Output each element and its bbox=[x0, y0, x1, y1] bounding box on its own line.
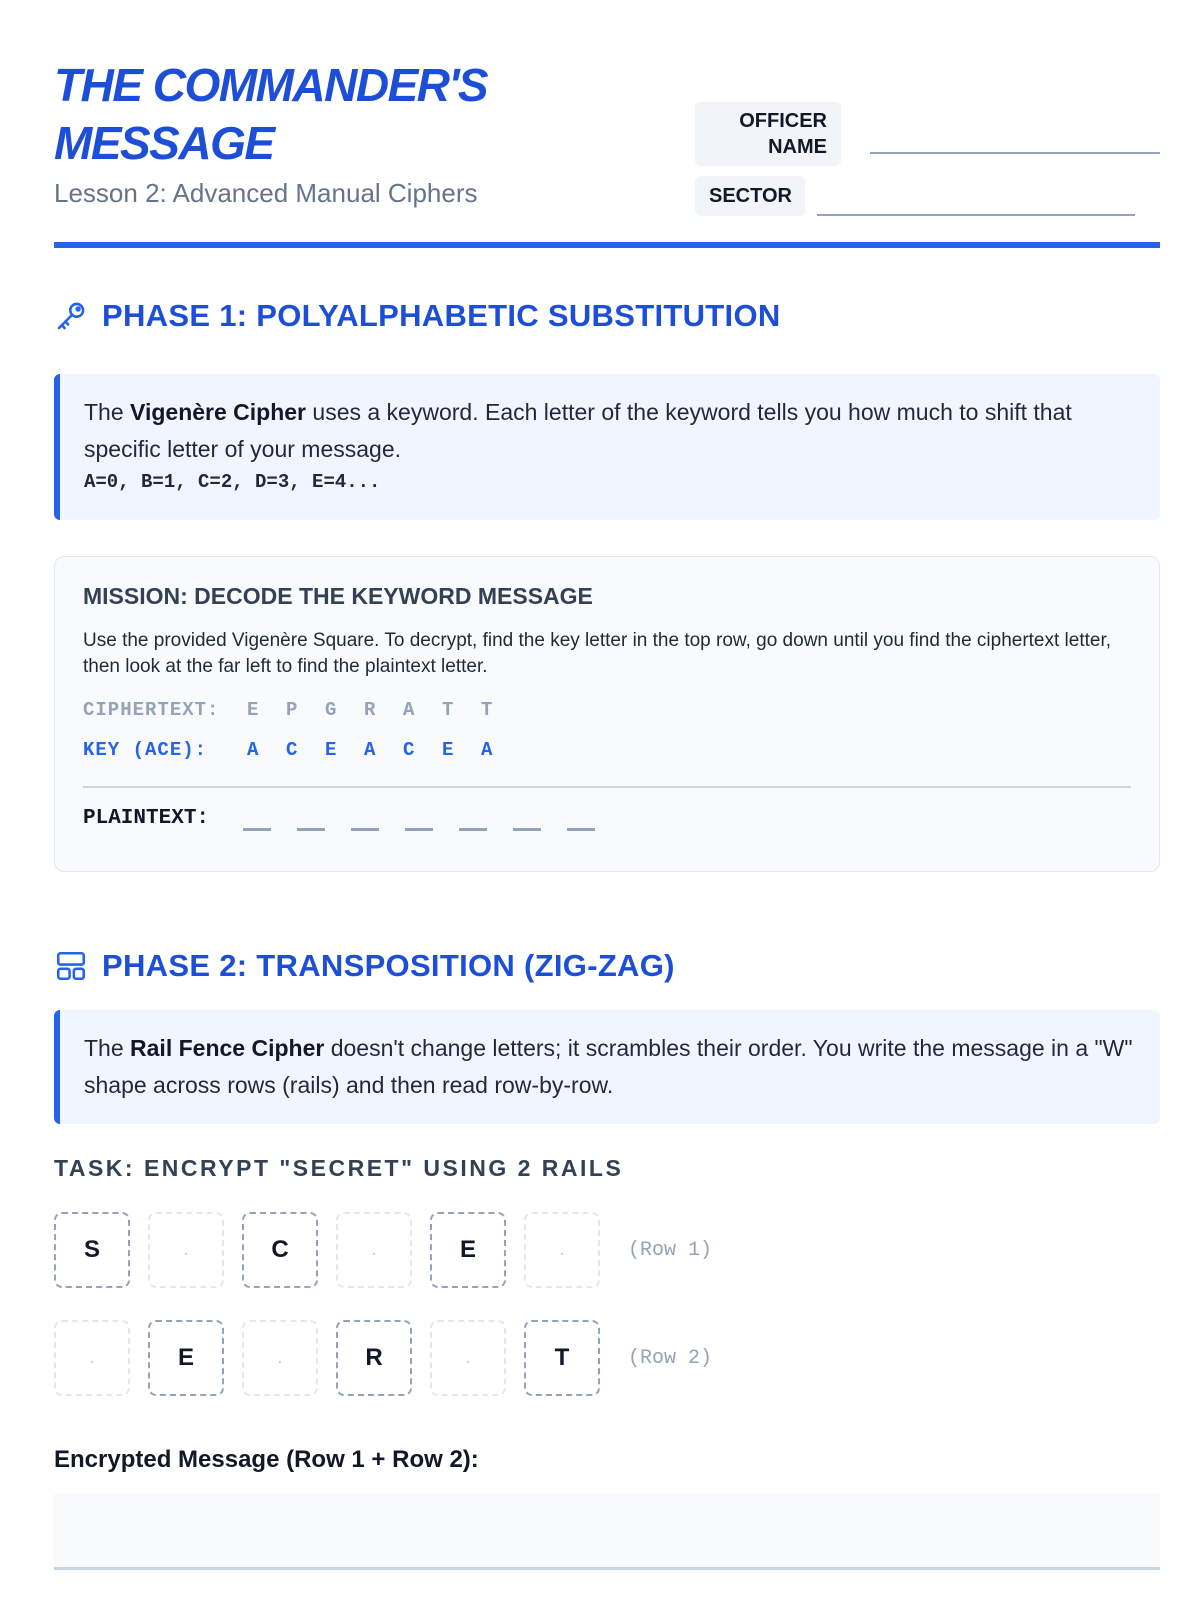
title-line-1: THE COMMANDER'S bbox=[54, 59, 488, 111]
callout-text: uses a keyword. Each letter of the keyword tells you how much to shift that specific letter of your message. bbox=[84, 399, 1072, 462]
shift-values-code: A=0, B=1, C=2, D=3, E=4... bbox=[84, 471, 381, 493]
rail-row-2 bbox=[54, 1320, 712, 1396]
mission-instructions: Use the provided Vigenère Square. To decrypt, find the key letter in the top row, go down until you find the ciphertext letter, then look at the far left to find the plaintext letter. bbox=[83, 630, 1112, 677]
rail-cell-empty: . bbox=[148, 1212, 224, 1288]
ciphertext-letter: T bbox=[442, 699, 454, 721]
mission-divider bbox=[83, 786, 1131, 788]
ciphertext-letter: E bbox=[247, 699, 259, 721]
key-letter: C bbox=[403, 739, 415, 761]
rail-cell[interactable]: E bbox=[430, 1212, 506, 1288]
officer-label-line-2: NAME bbox=[768, 136, 827, 158]
rail-cell-empty: . bbox=[54, 1320, 130, 1396]
ciphertext-letter: G bbox=[325, 699, 337, 721]
header-divider bbox=[54, 242, 1160, 248]
phase2-heading bbox=[54, 948, 675, 984]
mission-card bbox=[54, 556, 1160, 872]
phase2-title: PHASE 2: TRANSPOSITION (ZIG-ZAG) bbox=[102, 948, 675, 983]
encrypted-message-label: Encrypted Message (Row 1 + Row 2): bbox=[54, 1446, 479, 1473]
task-label: TASK: ENCRYPT "SECRET" USING 2 RAILS bbox=[54, 1155, 624, 1181]
key-letter: A bbox=[364, 739, 376, 761]
rail-cell-empty: . bbox=[430, 1320, 506, 1396]
ciphertext-label: CIPHERTEXT: bbox=[83, 699, 220, 721]
mission-title: MISSION: DECODE THE KEYWORD MESSAGE bbox=[83, 583, 593, 609]
phase2-callout bbox=[54, 1010, 1160, 1124]
rail-cell-empty: . bbox=[242, 1320, 318, 1396]
key-letter: A bbox=[247, 739, 259, 761]
ciphertext-row bbox=[83, 690, 1131, 730]
plaintext-blank[interactable] bbox=[405, 806, 433, 831]
phase1-heading bbox=[54, 298, 781, 334]
rail-cell[interactable]: S bbox=[54, 1212, 130, 1288]
plaintext-blank[interactable] bbox=[513, 806, 541, 831]
rail-cell-empty: . bbox=[336, 1212, 412, 1288]
key-letter: E bbox=[325, 739, 337, 761]
rail-cell[interactable]: C bbox=[242, 1212, 318, 1288]
ciphertext-letter: A bbox=[403, 699, 415, 721]
rail-cell-empty: . bbox=[524, 1212, 600, 1288]
encrypted-message-field[interactable] bbox=[54, 1494, 1160, 1570]
officer-label-line-1: OFFICER bbox=[739, 110, 827, 132]
key-icon bbox=[54, 299, 88, 333]
row-2-tag: (Row 2) bbox=[628, 1346, 713, 1370]
plaintext-blank[interactable] bbox=[567, 806, 595, 831]
plaintext-blank[interactable] bbox=[351, 806, 379, 831]
title-line-2: MESSAGE bbox=[54, 117, 274, 169]
callout-term: Rail Fence Cipher bbox=[130, 1035, 325, 1061]
header bbox=[54, 0, 1160, 250]
sector-label: SECTOR bbox=[695, 176, 805, 216]
layout-grid-icon bbox=[54, 949, 88, 983]
worksheet bbox=[54, 0, 1160, 1473]
callout-text: doesn't change letters; it scrambles their order. You write the message in a "W" shape across rows (rails) and then read row-by-row. bbox=[84, 1035, 1133, 1098]
plaintext-label: PLAINTEXT: bbox=[83, 807, 210, 830]
plaintext-blank[interactable] bbox=[459, 806, 487, 831]
ciphertext-letter: R bbox=[364, 699, 376, 721]
officer-name-field[interactable] bbox=[870, 152, 1160, 154]
plaintext-blank[interactable] bbox=[297, 806, 325, 831]
key-row bbox=[83, 730, 1131, 770]
rail-row-1 bbox=[54, 1212, 712, 1288]
page-title bbox=[54, 56, 614, 172]
ciphertext-letter: T bbox=[481, 699, 493, 721]
rail-cell[interactable]: E bbox=[148, 1320, 224, 1396]
ciphertext-letter: P bbox=[286, 699, 298, 721]
sector-field[interactable] bbox=[817, 214, 1135, 216]
key-letter: A bbox=[481, 739, 493, 761]
phase1-title: PHASE 1: POLYALPHABETIC SUBSTITUTION bbox=[102, 298, 781, 333]
plaintext-row bbox=[83, 806, 1131, 831]
rail-cell[interactable]: T bbox=[524, 1320, 600, 1396]
callout-text: The bbox=[84, 399, 131, 425]
lesson-subtitle: Lesson 2: Advanced Manual Ciphers bbox=[54, 178, 478, 208]
key-letter: E bbox=[442, 739, 454, 761]
rail-cell[interactable]: R bbox=[336, 1320, 412, 1396]
key-letter: C bbox=[286, 739, 298, 761]
callout-term: Vigenère Cipher bbox=[130, 399, 307, 425]
plaintext-blank[interactable] bbox=[243, 806, 271, 831]
officer-name-label bbox=[695, 102, 841, 166]
key-label: KEY (ACE): bbox=[83, 739, 208, 761]
phase1-callout bbox=[54, 374, 1160, 520]
row-1-tag: (Row 1) bbox=[628, 1238, 713, 1262]
callout-text: The bbox=[84, 1035, 131, 1061]
